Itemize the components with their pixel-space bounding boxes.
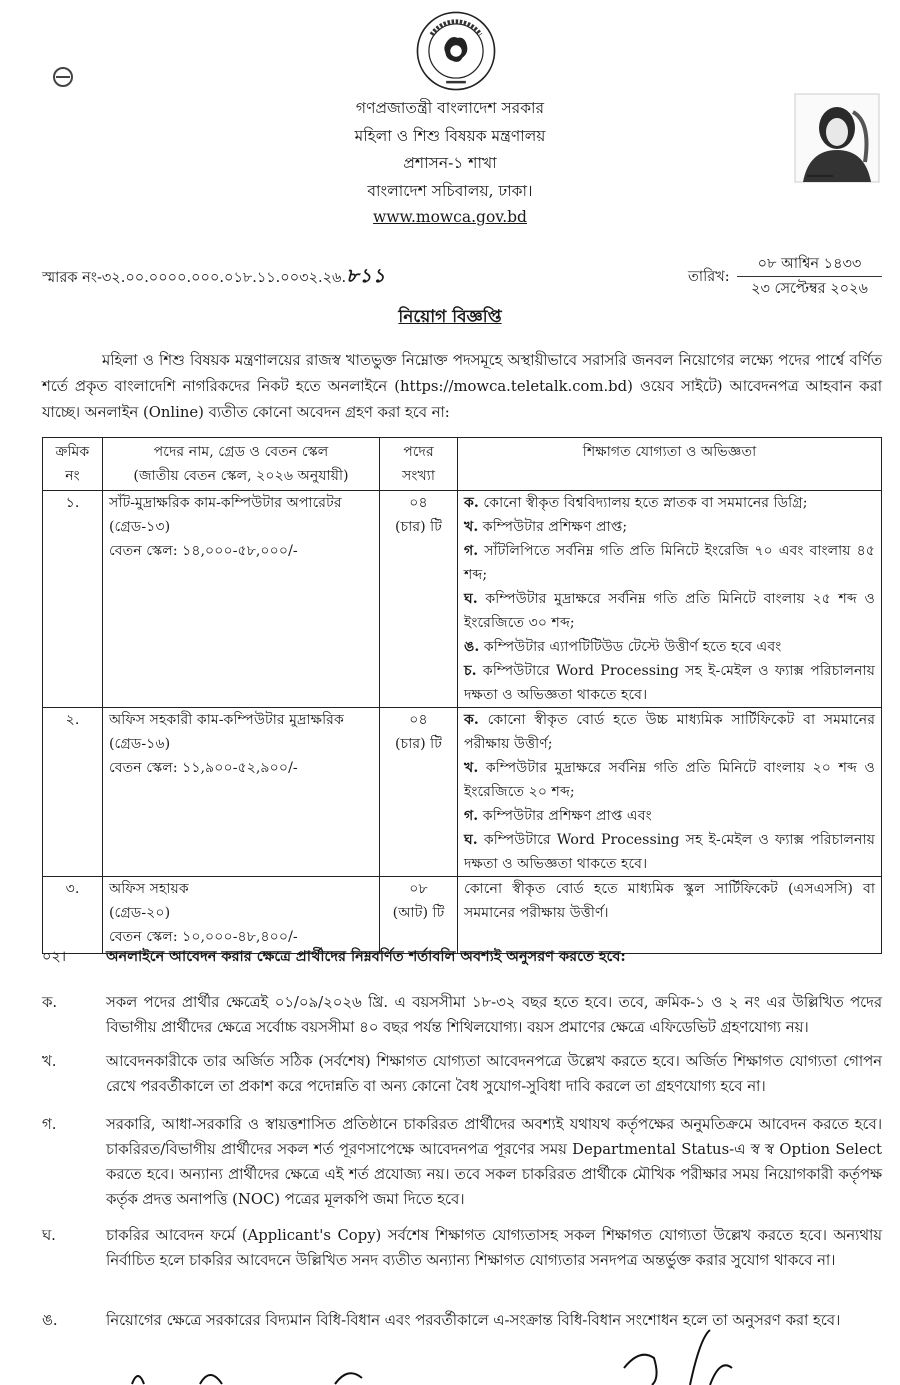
signature-right-icon: [620, 1328, 740, 1385]
branch-name: প্রশাসন-১ শাখা: [403, 154, 497, 172]
header-qualification: শিক্ষাগত যোগ্যতা ও অভিজ্ঞতা: [458, 438, 882, 491]
memo-prefix: স্মারক নং-৩২.০০.০০০০.০০০.০১৮.১১.০০৩২.২৬.: [42, 270, 347, 286]
date-bangla: ০৮ আশ্বিন ১৪৩৩: [737, 252, 882, 277]
row-post: অফিস সহকারী কাম-কম্পিউটার মুদ্রাক্ষরিক (গ্রেড-১৬) বেতন স্কেল: ১১,৯০০-৫২,৯০০/-: [103, 708, 380, 877]
notice-title: নিয়োগ বিজ্ঞপ্তি: [398, 307, 502, 327]
row-qualifications: ক. কোনো স্বীকৃত বোর্ড হতে উচ্চ মাধ্যমিক সার্টিফিকেট বা সমমানের পরীক্ষায় উত্তীর্ণ; খ. কম্পিউটার মুদ্রাক্ষরে সর্বনিম্ন গতি প্রতি মিনিটে বাংলায় ২০ শব্দ ও ইংরেজিতে ২০ শব্দ; গ. কম্পিউটার প্রশিক্ষণ প্রাপ্ত এবং ঘ. কম্পিউটারে Word Processing সহ ই-মেইল ও ফ্যাক্স পরিচালনায় দক্ষতা ও অভিজ্ঞতা থাকতে হবে।: [458, 708, 882, 877]
header-post: পদের নাম, গ্রেড ও বেতন স্কেল (জাতীয় বেতন স্কেল, ২০২৬ অনুযায়ী): [103, 438, 380, 491]
date-label: তারিখ:: [688, 269, 730, 285]
row-count: ০৪ (চার) টি: [380, 491, 458, 708]
government-name: গণপ্রজাতন্ত্রী বাংলাদেশ সরকার: [355, 99, 545, 117]
posts-table: [42, 437, 882, 954]
row-qualifications: কোনো স্বীকৃত বোর্ড হতে মাধ্যমিক স্কুল সার্টিফিকেট (এসএসসি) বা সমমানের পরীক্ষায় উত্তীর্ণ।: [458, 877, 882, 954]
row-post: সাঁট-মুদ্রাক্ষরিক কাম-কম্পিউটার অপারেটর (গ্রেড-১৩) বেতন স্কেল: ১৪,০০০-৫৮,০০০/-: [103, 491, 380, 708]
row-serial: ১.: [43, 491, 103, 708]
row-count: ০৮ (আট) টি: [380, 877, 458, 954]
section-title: অনলাইনে আবেদন করার ক্ষেত্রে প্রার্থীদের নিম্নবর্ণিত শর্তাবলি অবশ্যই অনুসরণ করতে হবে:: [106, 948, 626, 965]
row-count: ০৪ (চার) টি: [380, 708, 458, 877]
secretariat-address: বাংলাদেশ সচিবালয়, ঢাকা।: [367, 182, 533, 200]
table-row: [43, 877, 882, 954]
intro-paragraph: মহিলা ও শিশু বিষয়ক মন্ত্রণালয়ের রাজস্ব খাতভুক্ত নিম্নোক্ত পদসমূহে অস্থায়ীভাবে সরাসরি জনবল নিয়োগের লক্ষ্যে পদের পার্শ্বে বর্ণিত শর্তে প্রকৃত বাংলাদেশি নাগরিকদের নিকট হতে অনলাইনে (https://mowca.teletalk.com.bd) ওয়েব সাইটে) আবেদনপত্র আহবান করা যাচ্ছে। অনলাইন (Online) ব্যতীত কোনো অবেদন গ্রহণ করা হবে না:: [42, 352, 882, 421]
row-post: অফিস সহায়ক (গ্রেড-২০) বেতন স্কেল: ১০,০০০-৪৮,৪০০/-: [103, 877, 380, 954]
row-serial: ৩.: [43, 877, 103, 954]
header-count: পদের সংখ্যা: [380, 438, 458, 491]
table-row: [43, 708, 882, 877]
leader-portrait-icon: [793, 92, 881, 184]
website-link[interactable]: www.mowca.gov.bd: [373, 208, 527, 226]
date-box: [737, 252, 882, 301]
memo-number: [42, 262, 386, 294]
header-serial: ক্রমিক নং: [43, 438, 103, 491]
bangladesh-government-seal-icon: [415, 10, 497, 92]
section-number: ০২।: [42, 949, 67, 965]
table-header-row: [43, 438, 882, 491]
date-english: ২৩ সেপ্টেম্বর ২০২৬: [751, 281, 868, 297]
handwritten-memo-number: ৮১১: [346, 265, 387, 287]
signature-left-icon: [130, 1364, 370, 1385]
table-row: [43, 491, 882, 708]
row-serial: ২.: [43, 708, 103, 877]
ministry-name: মহিলা ও শিশু বিষয়ক মন্ত্রণালয়: [354, 127, 546, 145]
row-qualifications: ক. কোনো স্বীকৃত বিশ্ববিদ্যালয় হতে স্নাতক বা সমমানের ডিগ্রি; খ. কম্পিউটার প্রশিক্ষণ প্রাপ্ত; গ. সাঁটলিপিতে সর্বনিম্ন গতি প্রতি মিনিটে ইংরেজি ৭০ এবং বাংলায় ৪৫ শব্দ; ঘ. কম্পিউটার মুদ্রাক্ষরে সর্বনিম্ন গতি প্রতি মিনিটে বাংলায় ২৫ শব্দ ও ইংরেজিতে ৩০ শব্দ; ঙ. কম্পিউটার এ্যাপটিটিউড টেস্টে উত্তীর্ণ হতে হবে এবং চ. কম্পিউটারে Word Processing সহ ই-মেইল ও ফ্যাক্স পরিচালনায় দক্ষতা ও অভিজ্ঞতা থাকতে হবে।: [458, 491, 882, 708]
punch-hole-icon: [52, 66, 74, 88]
